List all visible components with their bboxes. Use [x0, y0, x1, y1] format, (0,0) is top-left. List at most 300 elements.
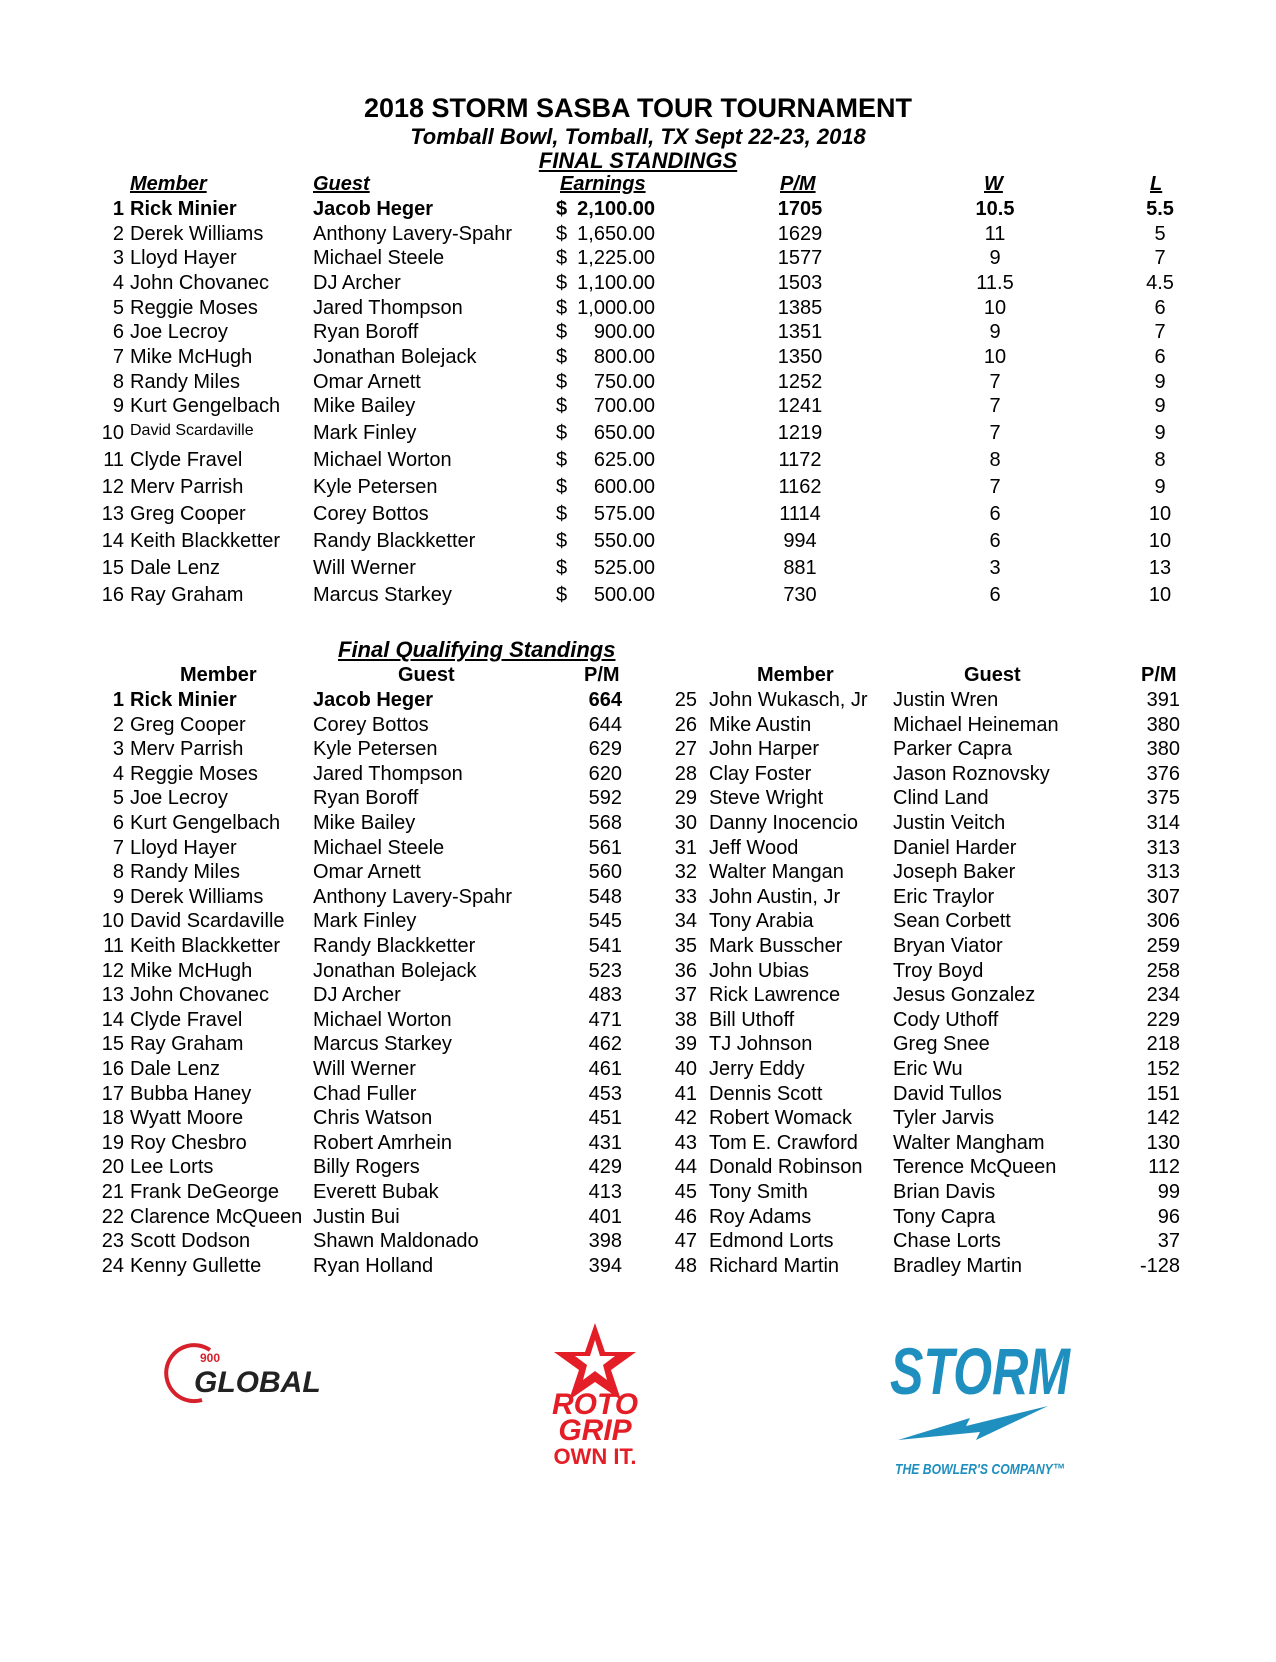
qual-cell-guest: Jared Thompson: [313, 762, 463, 785]
final-cell-member: Dale Lenz: [130, 557, 221, 579]
qual-cell-member: Clyde Fravel: [130, 1008, 243, 1031]
qual-cell-guest: Michael Worton: [313, 1008, 452, 1031]
final-cell-earnings: 650.00: [593, 422, 655, 444]
final-cell-guest: Mike Bailey: [313, 395, 416, 417]
final-cell-member: Kurt Gengelbach: [130, 395, 281, 417]
qual-cell-guest: Cody Uthoff: [893, 1008, 999, 1031]
qual-cell-guest: Jason Roznovsky: [893, 762, 1050, 785]
qualifying-row-right: [0, 984, 1276, 1008]
final-standings-row: [0, 223, 1276, 247]
qual-cell-rank: 46: [674, 1205, 697, 1228]
qual-cell-guest: DJ Archer: [313, 984, 401, 1007]
qual-cell-member: Reggie Moses: [130, 762, 258, 785]
final-cell-w: 10: [983, 346, 1007, 368]
final-cell-l: 7: [1154, 321, 1166, 343]
qualifying-row-right: [0, 812, 1276, 836]
qual-cell-rank: 25: [674, 689, 697, 711]
final-cell-currency: $: [556, 198, 568, 220]
qual-cell-member: David Scardaville: [130, 910, 285, 933]
final-standings-row: [0, 422, 1276, 446]
final-cell-currency: $: [556, 346, 568, 368]
qual-cell-rank: 18: [101, 1107, 124, 1130]
final-cell-w: 7: [989, 476, 1001, 498]
qual-cell-guest: Clind Land: [893, 787, 989, 810]
qual-cell-member: Roy Adams: [709, 1205, 812, 1228]
qual-cell-member: Clarence McQueen: [130, 1205, 303, 1228]
final-cell-guest: Michael Worton: [313, 449, 452, 471]
qual-cell-rank: 26: [674, 713, 697, 736]
qual-cell-rank: 15: [101, 1033, 124, 1056]
qual-cell-rank: 31: [674, 836, 697, 859]
final-cell-w: 3: [989, 557, 1001, 579]
final-cell-l: 6: [1154, 346, 1166, 368]
final-cell-currency: $: [556, 272, 568, 294]
qual-cell-member: Mike Austin: [709, 713, 812, 736]
final-cell-pm: 1385: [777, 297, 823, 319]
qual-cell-pm: 380: [1146, 713, 1180, 736]
qual-cell-guest: Jacob Heger: [313, 689, 434, 711]
qual-cell-member: Roy Chesbro: [130, 1131, 247, 1154]
qual-cell-rank: 23: [101, 1230, 124, 1253]
qual-cell-member: Frank DeGeorge: [130, 1181, 279, 1203]
final-cell-rank: 11: [103, 449, 124, 471]
qual-cell-rank: 22: [101, 1205, 124, 1228]
final-cell-member: Derek Williams: [130, 223, 264, 245]
final-standings-row: [0, 198, 1276, 222]
final-cell-earnings: 1,100.00: [577, 272, 655, 294]
qual-cell-pm: 592: [588, 787, 622, 810]
final-standings-title: FINAL STANDINGS: [538, 148, 738, 173]
rotogrip-tagline: OWN IT.: [553, 1444, 637, 1469]
qual-cell-member: Merv Parrish: [130, 738, 244, 761]
qual-cell-guest: Mark Finley: [313, 910, 417, 933]
qual-cell-guest: Tyler Jarvis: [893, 1107, 995, 1130]
final-cell-guest: Kyle Petersen: [313, 476, 438, 498]
final-cell-member: Keith Blackketter: [130, 530, 281, 552]
qual-cell-pm: 306: [1146, 910, 1180, 933]
qual-cell-pm: 96: [1157, 1205, 1180, 1228]
qual-cell-rank: 45: [674, 1181, 697, 1203]
qual-cell-guest: Tony Capra: [893, 1205, 996, 1228]
final-cell-pm: 1503: [777, 272, 823, 294]
qual-cell-pm: 461: [588, 1058, 622, 1080]
final-cell-currency: $: [556, 422, 568, 444]
final-cell-l: 9: [1154, 395, 1166, 417]
qual-cell-guest: Eric Wu: [893, 1058, 963, 1080]
qualifying-row-right: [0, 787, 1276, 811]
qual-cell-member: Danny Inocencio: [709, 812, 858, 834]
global-logo-main: GLOBAL: [194, 1366, 321, 1399]
qual-cell-guest: Will Werner: [313, 1058, 416, 1080]
final-cell-l: 9: [1154, 422, 1166, 444]
final-cell-w: 6: [989, 503, 1001, 525]
qual-cell-member: Randy Miles: [130, 861, 241, 884]
qual-cell-pm: 471: [588, 1008, 622, 1031]
final-cell-earnings: 900.00: [593, 321, 655, 343]
final-cell-guest: Will Werner: [313, 557, 416, 579]
qual-cell-rank: 29: [674, 787, 697, 810]
final-cell-guest: Corey Bottos: [313, 503, 429, 525]
qual-cell-pm: 398: [588, 1230, 622, 1253]
qualifying-row-right: [0, 1132, 1276, 1156]
qual-cell-guest: Eric Traylor: [893, 885, 995, 908]
final-cell-guest: Mark Finley: [313, 422, 417, 444]
qual-cell-member: Dale Lenz: [130, 1058, 221, 1080]
qualifying-row-right: [0, 1107, 1276, 1131]
global-logo: [172, 1340, 382, 1410]
qual-cell-pm: 568: [588, 812, 622, 834]
qual-cell-member: TJ Johnson: [709, 1033, 813, 1056]
qual-right-header-pm: P/M: [1141, 664, 1177, 686]
final-cell-rank: 12: [101, 476, 124, 498]
qual-cell-rank: 43: [674, 1131, 697, 1154]
qualifying-row-right: [0, 910, 1276, 934]
final-cell-pm: 1219: [777, 422, 823, 444]
final-cell-pm: 1162: [778, 476, 822, 498]
qual-cell-rank: 2: [112, 713, 124, 736]
qual-cell-rank: 47: [674, 1230, 697, 1253]
qual-cell-pm: 545: [588, 910, 622, 933]
rotogrip-logo: [495, 1318, 695, 1468]
final-cell-pm: 1114: [779, 503, 821, 525]
qual-cell-guest: Sean Corbett: [893, 910, 1011, 933]
qual-cell-rank: 38: [674, 1008, 697, 1031]
document-subtitle: Tomball Bowl, Tomball, TX Sept 22-23, 2018: [410, 124, 866, 149]
final-standings-row: [0, 584, 1276, 608]
final-cell-currency: $: [556, 557, 568, 579]
final-cell-w: 10.5: [975, 198, 1015, 220]
final-cell-earnings: 550.00: [593, 530, 655, 552]
rotogrip-line1: ROTO: [551, 1388, 639, 1421]
final-cell-member: Lloyd Hayer: [130, 247, 237, 269]
final-cell-currency: $: [556, 503, 568, 525]
qual-cell-pm: 229: [1146, 1008, 1180, 1031]
qual-cell-member: Lee Lorts: [130, 1156, 214, 1179]
qual-cell-guest: Bradley Martin: [893, 1254, 1022, 1277]
final-cell-earnings: 800.00: [593, 346, 655, 368]
final-cell-w: 7: [989, 395, 1001, 417]
final-cell-pm: 994: [783, 530, 817, 552]
final-cell-rank: 4: [112, 272, 124, 294]
qual-cell-member: Derek Williams: [130, 885, 264, 908]
qual-cell-member: Mark Busscher: [709, 935, 843, 957]
final-cell-w: 6: [989, 584, 1001, 606]
qual-cell-pm: 541: [588, 935, 622, 957]
final-cell-rank: 8: [112, 371, 124, 393]
qual-cell-pm: 429: [588, 1156, 622, 1179]
qual-cell-guest: Terence McQueen: [893, 1156, 1057, 1179]
qual-cell-guest: Justin Bui: [313, 1205, 400, 1228]
qual-cell-guest: Billy Rogers: [313, 1156, 420, 1179]
qual-cell-rank: 44: [674, 1156, 697, 1179]
qual-cell-member: Wyatt Moore: [130, 1107, 244, 1130]
final-cell-guest: Michael Steele: [313, 247, 445, 269]
final-cell-earnings: 575.00: [593, 503, 655, 525]
final-cell-member: Ray Graham: [130, 584, 244, 606]
qual-cell-rank: 3: [112, 738, 124, 761]
qualifying-title: Final Qualifying Standings: [338, 637, 616, 662]
qual-cell-rank: 20: [101, 1156, 124, 1179]
qual-cell-member: John Chovanec: [130, 984, 269, 1007]
qual-cell-member: Tony Arabia: [709, 910, 814, 933]
final-cell-rank: 10: [101, 422, 124, 444]
qual-cell-rank: 40: [674, 1058, 697, 1080]
final-cell-l: 5.5: [1146, 198, 1174, 220]
final-cell-member: Randy Miles: [130, 371, 241, 393]
qual-cell-pm: 462: [588, 1033, 622, 1056]
qual-cell-rank: 7: [112, 836, 124, 859]
final-cell-member: Merv Parrish: [130, 476, 244, 498]
final-cell-w: 9: [989, 247, 1001, 269]
final-cell-earnings: 625.00: [593, 449, 655, 471]
final-cell-guest: Randy Blackketter: [313, 530, 476, 552]
qual-cell-pm: 431: [588, 1131, 622, 1154]
final-cell-guest: Anthony Lavery-Spahr: [313, 223, 513, 245]
qualifying-row-right: [0, 1083, 1276, 1107]
qual-cell-member: Edmond Lorts: [709, 1230, 834, 1253]
qual-cell-guest: Everett Bubak: [313, 1181, 439, 1203]
final-cell-w: 7: [989, 422, 1001, 444]
qual-cell-pm: 483: [588, 984, 622, 1007]
qual-cell-pm: 259: [1146, 935, 1180, 957]
document-title: 2018 STORM SASBA TOUR TOURNAMENT: [363, 93, 913, 123]
qual-cell-guest: Troy Boyd: [893, 959, 984, 982]
final-cell-earnings: 525.00: [593, 557, 655, 579]
final-cell-rank: 13: [101, 503, 124, 525]
qual-cell-guest: Chad Fuller: [313, 1082, 417, 1105]
qual-cell-member: Joe Lecroy: [130, 787, 228, 810]
qual-cell-guest: Randy Blackketter: [313, 935, 476, 957]
final-cell-l: 9: [1154, 476, 1166, 498]
qual-cell-pm: 523: [588, 959, 622, 982]
final-cell-earnings: 2,100.00: [577, 198, 655, 220]
final-standings-row: [0, 395, 1276, 419]
final-cell-rank: 2: [112, 223, 124, 245]
final-cell-guest: Omar Arnett: [313, 371, 421, 393]
qual-cell-rank: 4: [112, 762, 124, 785]
qual-cell-rank: 28: [674, 762, 697, 785]
final-standings-row: [0, 247, 1276, 271]
qual-cell-member: Keith Blackketter: [130, 935, 281, 957]
qual-right-header-guest: Guest: [964, 664, 1021, 686]
qual-cell-member: Kurt Gengelbach: [130, 812, 281, 834]
qual-cell-guest: Shawn Maldonado: [313, 1230, 479, 1253]
qual-cell-member: John Austin, Jr: [709, 885, 841, 908]
qual-cell-rank: 10: [101, 910, 124, 933]
qual-cell-pm: 234: [1146, 984, 1180, 1007]
storm-logo: [880, 1322, 1080, 1482]
final-cell-currency: $: [556, 530, 568, 552]
qual-left-header-guest: Guest: [398, 664, 455, 686]
final-cell-currency: $: [556, 321, 568, 343]
qualifying-row-right: [0, 935, 1276, 959]
qualifying-row-right: [0, 763, 1276, 787]
qual-cell-guest: Chris Watson: [313, 1107, 433, 1130]
qual-cell-member: Rick Lawrence: [709, 984, 841, 1007]
final-standings-row: [0, 297, 1276, 321]
qual-cell-member: Kenny Gullette: [130, 1254, 262, 1277]
qual-cell-rank: 34: [674, 910, 697, 933]
qualifying-row-right: [0, 1206, 1276, 1230]
qual-cell-member: John Wukasch, Jr: [709, 689, 868, 711]
final-cell-l: 10: [1148, 503, 1172, 525]
qual-cell-rank: 27: [674, 738, 697, 761]
qualifying-row-right: [0, 886, 1276, 910]
qual-cell-pm: 112: [1148, 1156, 1180, 1179]
final-cell-member: David Scardaville: [130, 422, 254, 439]
qual-cell-pm: 307: [1146, 885, 1180, 908]
qual-cell-guest: Jesus Gonzalez: [893, 984, 1036, 1007]
qual-cell-pm: 560: [588, 861, 622, 884]
qual-left-header-pm: P/M: [584, 664, 620, 686]
final-cell-w: 9: [989, 321, 1001, 343]
final-cell-member: Rick Minier: [130, 198, 237, 220]
qual-cell-guest: Joseph Baker: [893, 861, 1016, 884]
final-cell-rank: 3: [112, 247, 124, 269]
qual-cell-member: Mike McHugh: [130, 959, 253, 982]
qual-cell-guest: Robert Amrhein: [313, 1131, 452, 1154]
final-cell-earnings: 500.00: [593, 584, 655, 606]
qual-cell-rank: 13: [101, 984, 124, 1007]
qualifying-row-right: [0, 960, 1276, 984]
qual-cell-pm: 152: [1146, 1058, 1180, 1080]
qualifying-row-right: [0, 837, 1276, 861]
qual-cell-member: Greg Cooper: [130, 713, 246, 736]
qual-cell-member: Clay Foster: [709, 762, 812, 785]
final-cell-member: Joe Lecroy: [130, 321, 228, 343]
storm-tagline: THE BOWLER'S COMPANY™: [895, 1461, 1065, 1478]
qual-cell-pm: 375: [1146, 787, 1180, 810]
qual-cell-member: Walter Mangan: [709, 861, 844, 884]
final-header-earnings: Earnings: [560, 173, 646, 195]
qual-cell-pm: 258: [1146, 959, 1180, 982]
qual-cell-guest: Parker Capra: [893, 738, 1012, 761]
final-cell-currency: $: [556, 395, 568, 417]
qual-cell-rank: 33: [674, 885, 697, 908]
final-cell-rank: 16: [101, 584, 124, 606]
final-cell-earnings: 1,650.00: [577, 223, 655, 245]
storm-lightning-icon: [898, 1406, 1048, 1440]
final-standings-row: [0, 449, 1276, 473]
final-cell-pm: 881: [783, 557, 817, 579]
final-cell-pm: 1350: [777, 346, 823, 368]
qual-right-header-member: Member: [757, 664, 834, 686]
final-standings-row: [0, 530, 1276, 554]
qual-cell-rank: 11: [103, 935, 124, 957]
qual-cell-pm: 218: [1146, 1033, 1180, 1056]
qual-cell-pm: 130: [1146, 1131, 1180, 1154]
qual-cell-member: John Harper: [709, 738, 820, 761]
qual-cell-rank: 35: [674, 935, 697, 957]
qual-cell-guest: Omar Arnett: [313, 861, 421, 884]
qual-cell-rank: 37: [674, 984, 697, 1007]
qual-cell-rank: 5: [112, 787, 124, 810]
qual-cell-guest: Michael Heineman: [893, 713, 1059, 736]
qualifying-row-right: [0, 1156, 1276, 1180]
qual-cell-rank: 30: [674, 812, 697, 834]
qual-cell-member: Rick Minier: [130, 689, 237, 711]
qual-cell-pm: 37: [1157, 1230, 1180, 1253]
qual-cell-pm: 620: [588, 762, 622, 785]
qual-cell-member: Scott Dodson: [130, 1230, 251, 1253]
qual-cell-guest: Walter Mangham: [893, 1131, 1045, 1154]
qual-cell-member: Steve Wright: [709, 787, 824, 810]
qual-cell-guest: Daniel Harder: [893, 836, 1017, 859]
qual-cell-member: Tom E. Crawford: [709, 1131, 858, 1154]
qual-cell-guest: Ryan Boroff: [313, 787, 419, 810]
qual-cell-guest: Corey Bottos: [313, 713, 429, 736]
qual-cell-pm: 561: [588, 836, 622, 859]
final-cell-l: 4.5: [1146, 272, 1174, 294]
qual-cell-rank: 6: [112, 812, 124, 834]
qual-cell-rank: 42: [674, 1107, 697, 1130]
qual-cell-member: Donald Robinson: [709, 1156, 863, 1179]
final-header-pm: P/M: [780, 173, 816, 195]
qual-cell-rank: 1: [112, 689, 124, 711]
qual-cell-pm: 413: [588, 1181, 622, 1203]
qual-cell-pm: 151: [1146, 1082, 1180, 1105]
final-cell-l: 8: [1154, 449, 1166, 471]
qualifying-row-right: [0, 1230, 1276, 1254]
final-cell-earnings: 600.00: [593, 476, 655, 498]
qualifying-row-right: [0, 738, 1276, 762]
final-cell-rank: 1: [112, 198, 124, 220]
final-standings-row: [0, 321, 1276, 345]
qual-cell-member: John Ubias: [709, 959, 810, 982]
qual-cell-guest: Greg Snee: [893, 1033, 990, 1056]
qual-cell-guest: Ryan Holland: [313, 1254, 434, 1277]
qual-cell-rank: 8: [112, 861, 124, 884]
final-cell-member: Greg Cooper: [130, 503, 246, 525]
qual-cell-rank: 39: [674, 1033, 697, 1056]
final-cell-pm: 1252: [777, 371, 823, 393]
qual-cell-rank: 24: [101, 1254, 124, 1277]
final-cell-l: 6: [1154, 297, 1166, 319]
final-cell-l: 9: [1154, 371, 1166, 393]
qual-cell-rank: 21: [101, 1181, 124, 1203]
qual-cell-pm: 548: [588, 885, 622, 908]
qual-cell-guest: Chase Lorts: [893, 1230, 1001, 1253]
final-cell-earnings: 1,000.00: [577, 297, 655, 319]
final-cell-rank: 6: [112, 321, 124, 343]
final-cell-guest: Marcus Starkey: [313, 584, 452, 606]
qual-cell-pm: 644: [588, 713, 622, 736]
qual-cell-rank: 17: [101, 1082, 124, 1105]
final-cell-guest: Jared Thompson: [313, 297, 463, 319]
qual-cell-rank: 16: [101, 1058, 124, 1080]
qual-cell-rank: 48: [674, 1254, 697, 1277]
final-cell-pm: 1241: [777, 395, 823, 417]
final-cell-currency: $: [556, 371, 568, 393]
final-cell-currency: $: [556, 476, 568, 498]
final-cell-member: Mike McHugh: [130, 346, 253, 368]
final-cell-l: 5: [1154, 223, 1166, 245]
qual-cell-pm: 394: [588, 1254, 622, 1277]
qual-cell-member: Dennis Scott: [709, 1082, 823, 1105]
qual-cell-guest: Anthony Lavery-Spahr: [313, 885, 513, 908]
final-cell-member: Reggie Moses: [130, 297, 258, 319]
qual-cell-pm: 664: [588, 689, 622, 711]
qual-cell-guest: Kyle Petersen: [313, 738, 438, 761]
final-cell-member: Clyde Fravel: [130, 449, 243, 471]
final-cell-rank: 14: [101, 530, 124, 552]
final-cell-l: 7: [1154, 247, 1166, 269]
final-cell-rank: 9: [112, 395, 124, 417]
final-cell-guest: DJ Archer: [313, 272, 401, 294]
qual-cell-rank: 36: [674, 959, 697, 982]
qual-cell-pm: 453: [588, 1082, 622, 1105]
qual-cell-rank: 12: [101, 959, 124, 982]
